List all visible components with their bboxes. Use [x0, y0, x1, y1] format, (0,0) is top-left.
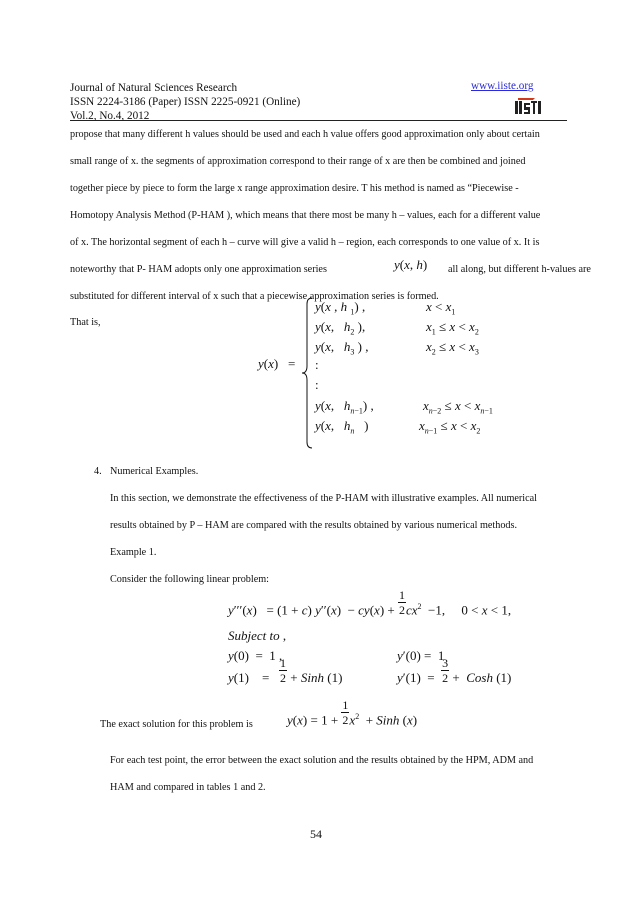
that-is-label: That is,: [70, 317, 101, 328]
case-n: y(x, $h_n$ ): [315, 418, 369, 436]
paragraph-line: propose that many different h values should be used and each h value offers good approximation only about certain: [70, 129, 540, 140]
header-rule: [70, 120, 567, 121]
paragraph-line: For each test point, the error between the exact solution and the results obtained by the HPM, ADM and: [110, 755, 534, 766]
condition-n-1: $x_{n-2} \le x < x_{n-1}$: [423, 398, 493, 416]
journal-url-link[interactable]: www.iiste.org: [471, 80, 534, 92]
journal-issn: ISSN 2224-3186 (Paper) ISSN 2225-0921 (Online): [70, 96, 301, 108]
paragraph-line: Consider the following linear problem:: [110, 574, 270, 585]
iiste-logo: [515, 98, 541, 114]
section-title: Numerical Examples.: [110, 466, 199, 477]
condition-3: $x_2 \le x < x_3$: [426, 339, 479, 357]
case-1: y(x , h $_1$) ,: [315, 299, 366, 317]
paragraph-line: small range of x. the segments of approximation correspond to their range of x are then be combined and joined: [70, 156, 526, 167]
inline-series-expression: y(x, h): [394, 257, 428, 272]
section-number: 4.: [94, 466, 102, 477]
paragraph-text: all along, but different h-values are: [448, 264, 591, 275]
ode-main: y′′′(x) = (1 + c) y′′(x) − cy(x) + $\frac{1}{2}$ $cx^2 -1$, 0 < x < 1,: [228, 587, 512, 618]
paragraph-text: noteworthy that P- HAM adopts only one approximation series: [70, 264, 327, 275]
case-2: y(x, $h_2$ ),: [315, 319, 366, 337]
case-ellipsis: :: [315, 357, 319, 372]
subject-to-label: Subject to ,: [228, 628, 287, 643]
bc-y1: y(1) = $\frac{1}{2}$ + Sinh (1): [228, 655, 343, 685]
paragraph-line: of x. The horizontal segment of each h – curve will give a valid h – region, each corresponds to one value of x. It is: [70, 237, 540, 248]
case-n-1: y(x, $h_{n-1}$) ,: [315, 398, 374, 416]
condition-1: $x < x_1$: [426, 299, 456, 317]
condition-2: $x_1 \le x < x_2$: [426, 319, 479, 337]
case-ellipsis: :: [315, 377, 319, 392]
journal-volume: Vol.2, No.4, 2012: [70, 110, 150, 122]
equation-lhs: y(x) =: [258, 356, 296, 371]
bc-yprime0: y′(0) = 1: [397, 648, 445, 663]
bc-y0: y(0) = 1 ,: [228, 648, 283, 663]
paragraph-line: substituted for different interval of x such that a piecewise approximation series is formed.: [70, 291, 439, 302]
page-number: 54: [310, 827, 322, 841]
paragraph-line: In this section, we demonstrate the effectiveness of the P-HAM with illustrative examples. All numerical: [110, 493, 538, 504]
case-3: y(x, $h_3$ ) ,: [315, 339, 369, 357]
paragraph-line: together piece by piece to form the large x range approximation desire. T his method is named as “Piecewise -: [70, 183, 519, 194]
example-label: Example 1.: [110, 547, 157, 558]
exact-solution-intro: The exact solution for this problem is: [100, 719, 253, 730]
left-brace: [301, 296, 313, 450]
exact-solution-formula: y(x) = 1 + $\frac{1}{2}$ $x^2$ + Sinh (x): [287, 697, 418, 728]
journal-name: Journal of Natural Sciences Research: [70, 82, 238, 94]
bc-yprime1: y′(1) = $\frac{3}{2}$ + Cosh (1): [397, 655, 512, 685]
paragraph-line: Homotopy Analysis Method (P-HAM ), which means that there most be many h – values, each for a different value: [70, 210, 541, 221]
condition-n: $x_{n-1} \le x < x_2$: [419, 418, 481, 436]
paragraph-line: HAM and compared in tables 1 and 2.: [110, 782, 266, 793]
paragraph-line: results obtained by P – HAM are compared with the results obtained by various numerical methods.: [110, 520, 518, 531]
